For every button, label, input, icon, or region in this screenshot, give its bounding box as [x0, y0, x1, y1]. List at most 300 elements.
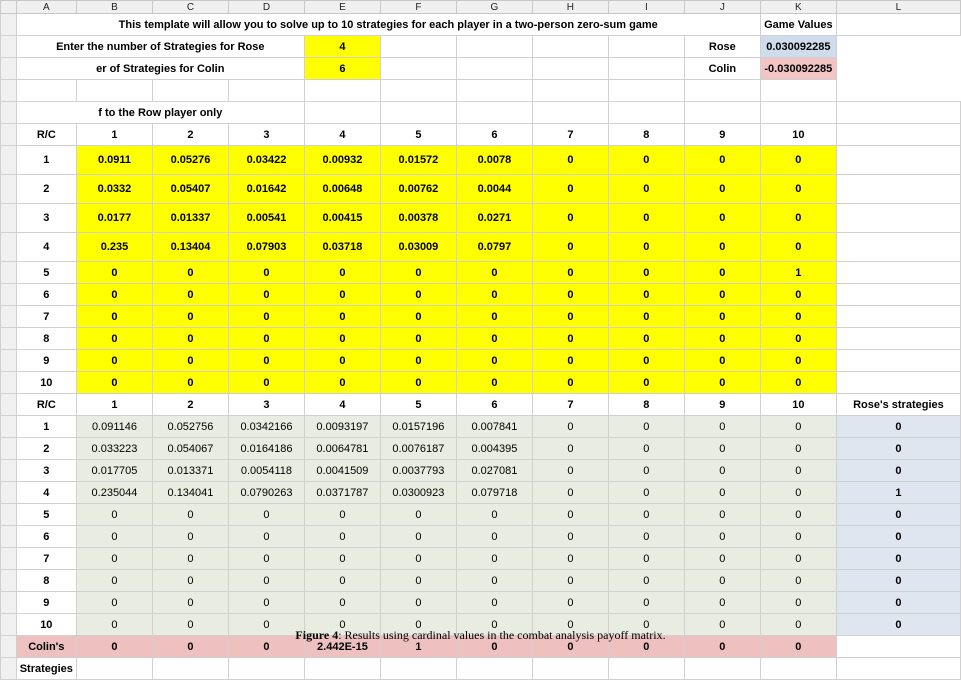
- top-matrix-cell[interactable]: 0: [532, 284, 608, 306]
- empty-cell[interactable]: [380, 36, 456, 58]
- row-header[interactable]: [1, 175, 17, 204]
- empty-cell[interactable]: [456, 102, 532, 124]
- bottom-matrix-cell[interactable]: 0: [760, 526, 836, 548]
- bottom-matrix-cell[interactable]: 0.013371: [152, 460, 228, 482]
- top-matrix-cell[interactable]: 0: [152, 262, 228, 284]
- bottom-matrix-cell[interactable]: 0.033223: [76, 438, 152, 460]
- bottom-matrix-cell[interactable]: 0: [228, 570, 304, 592]
- top-matrix-cell[interactable]: 0: [76, 306, 152, 328]
- top-matrix-cell[interactable]: 0.0044: [456, 175, 532, 204]
- top-matrix-cell[interactable]: 0: [684, 372, 760, 394]
- empty-cell[interactable]: [456, 80, 532, 102]
- top-matrix-cell[interactable]: 0: [760, 146, 836, 175]
- top-matrix-cell[interactable]: 0: [532, 146, 608, 175]
- bottom-matrix-cell[interactable]: 0: [608, 460, 684, 482]
- empty-cell[interactable]: [608, 58, 684, 80]
- bottom-matrix-cell[interactable]: 0: [228, 504, 304, 526]
- empty-cell[interactable]: [380, 80, 456, 102]
- row-header[interactable]: [1, 592, 17, 614]
- bottom-matrix-cell[interactable]: 0.091146: [76, 416, 152, 438]
- bottom-matrix-cell[interactable]: 0: [304, 592, 380, 614]
- bottom-matrix-cell[interactable]: 0: [456, 570, 532, 592]
- top-matrix-cell[interactable]: 0: [152, 306, 228, 328]
- bottom-matrix-cell[interactable]: 0.017705: [76, 460, 152, 482]
- top-matrix-cell[interactable]: 0: [608, 204, 684, 233]
- bottom-matrix-cell[interactable]: 0: [76, 614, 152, 636]
- bottom-matrix-cell[interactable]: 0: [532, 482, 608, 504]
- row-header[interactable]: [1, 14, 17, 36]
- top-matrix-cell[interactable]: 0.0911: [76, 146, 152, 175]
- empty-cell[interactable]: [684, 80, 760, 102]
- top-matrix-cell[interactable]: 0: [76, 328, 152, 350]
- empty-cell[interactable]: [456, 58, 532, 80]
- empty-cell[interactable]: [836, 175, 960, 204]
- top-matrix-cell[interactable]: 0.0797: [456, 233, 532, 262]
- empty-cell[interactable]: [608, 80, 684, 102]
- empty-cell[interactable]: [152, 658, 228, 680]
- row-header[interactable]: [1, 526, 17, 548]
- top-matrix-cell[interactable]: 0.03422: [228, 146, 304, 175]
- top-matrix-cell[interactable]: 0: [608, 372, 684, 394]
- bottom-matrix-cell[interactable]: 0: [684, 548, 760, 570]
- empty-cell[interactable]: [836, 146, 960, 175]
- top-matrix-cell[interactable]: 0: [152, 372, 228, 394]
- row-header[interactable]: [1, 328, 17, 350]
- bottom-matrix-cell[interactable]: 0.0157196: [380, 416, 456, 438]
- top-matrix-cell[interactable]: 0: [228, 328, 304, 350]
- bottom-matrix-cell[interactable]: 0: [532, 416, 608, 438]
- bottom-matrix-cell[interactable]: 0.0342166: [228, 416, 304, 438]
- bottom-matrix-cell[interactable]: 0.052756: [152, 416, 228, 438]
- empty-cell[interactable]: [16, 80, 76, 102]
- empty-cell[interactable]: [532, 36, 608, 58]
- top-matrix-cell[interactable]: 0.00648: [304, 175, 380, 204]
- column-header-D[interactable]: D: [228, 1, 304, 14]
- top-matrix-cell[interactable]: 0: [760, 204, 836, 233]
- bottom-matrix-cell[interactable]: 0: [380, 592, 456, 614]
- empty-cell[interactable]: [380, 58, 456, 80]
- row-header[interactable]: [1, 284, 17, 306]
- bottom-matrix-cell[interactable]: 0: [532, 592, 608, 614]
- empty-cell[interactable]: [684, 102, 760, 124]
- top-matrix-cell[interactable]: 1: [760, 262, 836, 284]
- row-header[interactable]: [1, 372, 17, 394]
- bottom-matrix-cell[interactable]: 0.079718: [456, 482, 532, 504]
- bottom-matrix-cell[interactable]: 0: [304, 570, 380, 592]
- bottom-matrix-cell[interactable]: 0: [608, 570, 684, 592]
- bottom-matrix-cell[interactable]: 0: [152, 526, 228, 548]
- column-header-G[interactable]: G: [456, 1, 532, 14]
- top-matrix-cell[interactable]: 0: [456, 284, 532, 306]
- bottom-matrix-cell[interactable]: 0.0300923: [380, 482, 456, 504]
- top-matrix-cell[interactable]: 0: [532, 175, 608, 204]
- top-matrix-cell[interactable]: 0: [532, 372, 608, 394]
- top-matrix-cell[interactable]: 0: [684, 284, 760, 306]
- top-matrix-cell[interactable]: 0: [456, 328, 532, 350]
- bottom-matrix-cell[interactable]: 0.134041: [152, 482, 228, 504]
- top-matrix-cell[interactable]: 0: [608, 284, 684, 306]
- empty-cell[interactable]: [304, 102, 380, 124]
- top-matrix-cell[interactable]: 0: [304, 350, 380, 372]
- empty-cell[interactable]: [608, 658, 684, 680]
- bottom-matrix-cell[interactable]: 0: [76, 592, 152, 614]
- top-matrix-cell[interactable]: 0: [76, 262, 152, 284]
- top-matrix-cell[interactable]: 0: [304, 284, 380, 306]
- top-matrix-cell[interactable]: 0: [456, 372, 532, 394]
- top-matrix-cell[interactable]: 0: [152, 328, 228, 350]
- bottom-matrix-cell[interactable]: 0: [684, 526, 760, 548]
- top-matrix-cell[interactable]: 0: [760, 233, 836, 262]
- empty-cell[interactable]: [836, 124, 960, 146]
- bottom-matrix-cell[interactable]: 0: [684, 416, 760, 438]
- bottom-matrix-cell[interactable]: 0: [608, 614, 684, 636]
- bottom-matrix-cell[interactable]: 0.054067: [152, 438, 228, 460]
- column-header-F[interactable]: F: [380, 1, 456, 14]
- top-matrix-cell[interactable]: 0: [760, 372, 836, 394]
- bottom-matrix-cell[interactable]: 0.027081: [456, 460, 532, 482]
- top-matrix-cell[interactable]: 0.07903: [228, 233, 304, 262]
- top-matrix-cell[interactable]: 0: [304, 328, 380, 350]
- empty-cell[interactable]: [836, 306, 960, 328]
- column-header-C[interactable]: C: [152, 1, 228, 14]
- row-header[interactable]: [1, 548, 17, 570]
- bottom-matrix-cell[interactable]: 0: [304, 614, 380, 636]
- bottom-matrix-cell[interactable]: 0: [532, 504, 608, 526]
- bottom-matrix-cell[interactable]: 0: [532, 526, 608, 548]
- bottom-matrix-cell[interactable]: 0: [456, 592, 532, 614]
- top-matrix-cell[interactable]: 0.00541: [228, 204, 304, 233]
- bottom-matrix-cell[interactable]: 0: [760, 482, 836, 504]
- row-header[interactable]: [1, 233, 17, 262]
- bottom-matrix-cell[interactable]: 0: [760, 548, 836, 570]
- top-matrix-cell[interactable]: 0: [760, 350, 836, 372]
- top-matrix-cell[interactable]: 0: [456, 306, 532, 328]
- bottom-matrix-cell[interactable]: 0: [228, 526, 304, 548]
- top-matrix-cell[interactable]: 0: [380, 262, 456, 284]
- bottom-matrix-cell[interactable]: 0: [152, 614, 228, 636]
- top-matrix-cell[interactable]: 0.01337: [152, 204, 228, 233]
- top-matrix-cell[interactable]: 0: [532, 306, 608, 328]
- bottom-matrix-cell[interactable]: 0: [608, 482, 684, 504]
- top-matrix-cell[interactable]: 0.01572: [380, 146, 456, 175]
- bottom-matrix-row-header-3: 3: [16, 460, 76, 482]
- bottom-matrix-cell[interactable]: 0: [760, 570, 836, 592]
- bottom-matrix-cell[interactable]: 0: [532, 570, 608, 592]
- top-matrix-cell[interactable]: 0: [456, 350, 532, 372]
- bottom-matrix-cell[interactable]: 0.0054118: [228, 460, 304, 482]
- empty-cell[interactable]: [380, 658, 456, 680]
- bottom-matrix-cell[interactable]: 0.0041509: [304, 460, 380, 482]
- empty-cell[interactable]: [76, 80, 152, 102]
- top-matrix-cell[interactable]: 0: [684, 175, 760, 204]
- top-matrix-cell[interactable]: 0: [760, 306, 836, 328]
- row-header[interactable]: [1, 80, 17, 102]
- bottom-matrix-cell[interactable]: 0: [684, 504, 760, 526]
- top-matrix-cell[interactable]: 0: [532, 262, 608, 284]
- row-header[interactable]: [1, 36, 17, 58]
- top-matrix-cell[interactable]: 0: [532, 328, 608, 350]
- bottom-matrix-cell[interactable]: 0: [304, 548, 380, 570]
- top-matrix-cell[interactable]: 0: [608, 233, 684, 262]
- row-header[interactable]: [1, 460, 17, 482]
- bottom-matrix-cell[interactable]: 0: [760, 416, 836, 438]
- bottom-matrix-cell[interactable]: 0.0093197: [304, 416, 380, 438]
- top-matrix-cell[interactable]: 0: [228, 372, 304, 394]
- top-matrix-cell[interactable]: 0: [684, 233, 760, 262]
- empty-cell[interactable]: [836, 658, 960, 680]
- row-header[interactable]: [1, 262, 17, 284]
- top-matrix-cell[interactable]: 0: [532, 204, 608, 233]
- top-matrix-cell[interactable]: 0.03718: [304, 233, 380, 262]
- empty-cell[interactable]: [608, 102, 684, 124]
- empty-cell[interactable]: [380, 102, 456, 124]
- row-header[interactable]: [1, 124, 17, 146]
- bottom-matrix-cell[interactable]: 0: [152, 548, 228, 570]
- bottom-matrix-row: [1, 548, 961, 570]
- top-matrix-cell[interactable]: 0: [380, 306, 456, 328]
- bottom-matrix-cell[interactable]: 0: [760, 592, 836, 614]
- corner-select-all[interactable]: [1, 1, 17, 14]
- bottom-matrix-cell[interactable]: 0: [532, 438, 608, 460]
- column-header-L[interactable]: L: [836, 1, 960, 14]
- bottom-matrix-cell[interactable]: 0: [152, 504, 228, 526]
- empty-cell[interactable]: [304, 80, 380, 102]
- empty-cell[interactable]: [836, 372, 960, 394]
- top-matrix-cell[interactable]: 0.0332: [76, 175, 152, 204]
- row-header[interactable]: [1, 416, 17, 438]
- bottom-matrix-cell[interactable]: 0: [76, 504, 152, 526]
- empty-cell[interactable]: [836, 328, 960, 350]
- empty-cell[interactable]: [760, 80, 836, 102]
- empty-cell[interactable]: [836, 350, 960, 372]
- top-matrix-col-1: 1: [76, 124, 152, 146]
- empty-cell[interactable]: [228, 658, 304, 680]
- row-header[interactable]: [1, 438, 17, 460]
- column-header-K[interactable]: K: [760, 1, 836, 14]
- bottom-matrix-cell[interactable]: 0.004395: [456, 438, 532, 460]
- top-matrix-cell[interactable]: 0: [304, 262, 380, 284]
- bottom-matrix-cell[interactable]: 0: [608, 504, 684, 526]
- row-header[interactable]: [1, 482, 17, 504]
- bottom-matrix-cell[interactable]: 0.0064781: [304, 438, 380, 460]
- bottom-matrix-cell[interactable]: 0: [152, 592, 228, 614]
- bottom-matrix-cell[interactable]: 0.0790263: [228, 482, 304, 504]
- top-matrix-cell[interactable]: 0: [608, 350, 684, 372]
- bottom-matrix-cell[interactable]: 0: [760, 504, 836, 526]
- empty-cell[interactable]: [304, 658, 380, 680]
- bottom-matrix-cell[interactable]: 0: [76, 570, 152, 592]
- bottom-matrix-cell[interactable]: 0: [684, 460, 760, 482]
- top-matrix-cell[interactable]: 0.0271: [456, 204, 532, 233]
- top-matrix-cell[interactable]: 0: [684, 350, 760, 372]
- empty-cell[interactable]: [152, 80, 228, 102]
- top-matrix-cell[interactable]: 0: [228, 284, 304, 306]
- bottom-matrix-cell[interactable]: 0.0076187: [380, 438, 456, 460]
- top-matrix-cell[interactable]: 0: [760, 284, 836, 306]
- bottom-matrix-cell[interactable]: 0: [608, 416, 684, 438]
- top-matrix-cell[interactable]: 0.00415: [304, 204, 380, 233]
- top-matrix-cell[interactable]: 0: [608, 146, 684, 175]
- empty-cell[interactable]: [684, 658, 760, 680]
- bottom-matrix-cell[interactable]: 0: [228, 614, 304, 636]
- top-matrix-cell[interactable]: 0.13404: [152, 233, 228, 262]
- empty-cell[interactable]: [532, 102, 608, 124]
- top-matrix-cell[interactable]: 0.00932: [304, 146, 380, 175]
- bottom-matrix-cell[interactable]: 0: [532, 460, 608, 482]
- empty-cell[interactable]: [456, 36, 532, 58]
- empty-cell[interactable]: [836, 233, 960, 262]
- top-matrix-cell[interactable]: 0: [608, 328, 684, 350]
- rose-strategies-input[interactable]: 4: [304, 36, 380, 58]
- top-matrix-cell[interactable]: 0: [380, 350, 456, 372]
- top-matrix-cell[interactable]: 0.00378: [380, 204, 456, 233]
- top-matrix-cell[interactable]: 0: [76, 372, 152, 394]
- bottom-matrix-cell[interactable]: 0: [456, 504, 532, 526]
- top-matrix-cell[interactable]: 0.0177: [76, 204, 152, 233]
- empty-cell[interactable]: [836, 262, 960, 284]
- top-matrix-cell[interactable]: 0: [532, 350, 608, 372]
- empty-cell[interactable]: [760, 102, 836, 124]
- top-matrix-cell[interactable]: 0: [684, 146, 760, 175]
- bottom-matrix-cell[interactable]: 0: [456, 614, 532, 636]
- row-header[interactable]: [1, 350, 17, 372]
- empty-cell[interactable]: [608, 36, 684, 58]
- bottom-matrix-cell[interactable]: 0: [684, 570, 760, 592]
- top-matrix-cell[interactable]: 0: [152, 350, 228, 372]
- top-matrix-cell[interactable]: 0.0078: [456, 146, 532, 175]
- bottom-matrix-cell[interactable]: 0.0164186: [228, 438, 304, 460]
- bottom-matrix-cell[interactable]: 0.007841: [456, 416, 532, 438]
- bottom-matrix-cell[interactable]: 0: [684, 614, 760, 636]
- bottom-matrix-cell[interactable]: 0: [304, 526, 380, 548]
- bottom-matrix-cell[interactable]: 0: [760, 460, 836, 482]
- row-header[interactable]: [1, 146, 17, 175]
- bottom-matrix-row: [1, 482, 961, 504]
- column-header-J[interactable]: J: [684, 1, 760, 14]
- top-matrix-cell[interactable]: 0: [608, 175, 684, 204]
- bottom-matrix-cell[interactable]: 0: [304, 504, 380, 526]
- bottom-matrix-cell[interactable]: 0: [608, 548, 684, 570]
- top-matrix-cell[interactable]: 0.05407: [152, 175, 228, 204]
- top-matrix-cell[interactable]: 0: [760, 175, 836, 204]
- top-matrix-cell[interactable]: 0: [608, 306, 684, 328]
- top-matrix-cell[interactable]: 0.235: [76, 233, 152, 262]
- colin-strategy-value: 0: [532, 636, 608, 658]
- top-matrix-cell[interactable]: 0: [380, 372, 456, 394]
- top-matrix-cell[interactable]: 0: [228, 306, 304, 328]
- colin-strategies-input[interactable]: 6: [304, 58, 380, 80]
- column-header-B[interactable]: B: [76, 1, 152, 14]
- top-matrix-cell[interactable]: 0: [684, 306, 760, 328]
- row-header[interactable]: [1, 658, 17, 680]
- top-matrix-cell[interactable]: 0: [684, 204, 760, 233]
- bottom-matrix-cell[interactable]: 0: [684, 438, 760, 460]
- row-header[interactable]: [1, 102, 17, 124]
- top-matrix-cell[interactable]: 0: [760, 328, 836, 350]
- top-matrix-cell[interactable]: 0.01642: [228, 175, 304, 204]
- top-matrix-cell[interactable]: 0: [228, 262, 304, 284]
- bottom-matrix-cell[interactable]: 0: [76, 526, 152, 548]
- bottom-matrix-cell[interactable]: 0: [684, 482, 760, 504]
- empty-cell[interactable]: [836, 102, 960, 124]
- top-matrix-cell[interactable]: 0: [304, 372, 380, 394]
- bottom-matrix-cell[interactable]: 0.0037793: [380, 460, 456, 482]
- bottom-matrix-cell[interactable]: 0: [76, 548, 152, 570]
- empty-cell[interactable]: [836, 284, 960, 306]
- bottom-matrix-cell[interactable]: 0: [608, 592, 684, 614]
- bottom-matrix-cell[interactable]: 0: [228, 592, 304, 614]
- top-matrix-cell[interactable]: 0: [304, 306, 380, 328]
- row-header[interactable]: [1, 306, 17, 328]
- column-header-A[interactable]: A: [16, 1, 76, 14]
- rose-strategy-value: 1: [836, 482, 960, 504]
- top-matrix-cell[interactable]: 0.03009: [380, 233, 456, 262]
- top-matrix-cell[interactable]: 0: [380, 284, 456, 306]
- top-matrix-cell[interactable]: 0: [76, 350, 152, 372]
- top-matrix-cell[interactable]: 0.05276: [152, 146, 228, 175]
- bottom-matrix-cell[interactable]: 0.0371787: [304, 482, 380, 504]
- top-matrix-cell[interactable]: 0: [684, 262, 760, 284]
- bottom-matrix-col-5: 5: [380, 394, 456, 416]
- bottom-matrix-cell[interactable]: 0: [760, 438, 836, 460]
- bottom-matrix-cell[interactable]: 0: [380, 504, 456, 526]
- column-header-I[interactable]: I: [608, 1, 684, 14]
- empty-cell[interactable]: [456, 658, 532, 680]
- row-header[interactable]: [1, 204, 17, 233]
- bottom-matrix-col-4: 4: [304, 394, 380, 416]
- bottom-matrix-cell[interactable]: 0: [608, 526, 684, 548]
- top-matrix-cell[interactable]: 0: [684, 328, 760, 350]
- bottom-matrix-cell[interactable]: 0: [456, 548, 532, 570]
- empty-cell[interactable]: [836, 204, 960, 233]
- top-matrix-cell[interactable]: 0: [380, 328, 456, 350]
- bottom-matrix-cell[interactable]: 0.235044: [76, 482, 152, 504]
- empty-cell[interactable]: [532, 80, 608, 102]
- bottom-matrix-cell[interactable]: 0: [380, 548, 456, 570]
- bottom-matrix-cell[interactable]: 0: [380, 570, 456, 592]
- bottom-matrix-cell[interactable]: 0: [760, 614, 836, 636]
- row-header[interactable]: [1, 58, 17, 80]
- bottom-matrix-cell[interactable]: 0: [684, 592, 760, 614]
- column-header-E[interactable]: E: [304, 1, 380, 14]
- top-matrix-cell[interactable]: 0: [228, 350, 304, 372]
- top-matrix-cell[interactable]: 0: [608, 262, 684, 284]
- bottom-matrix-cell[interactable]: 0: [228, 548, 304, 570]
- row-header[interactable]: [1, 504, 17, 526]
- empty-cell[interactable]: [228, 80, 304, 102]
- top-matrix-cell[interactable]: 0.00762: [380, 175, 456, 204]
- column-header-H[interactable]: H: [532, 1, 608, 14]
- empty-cell[interactable]: [760, 658, 836, 680]
- empty-cell[interactable]: [76, 658, 152, 680]
- bottom-matrix-cell[interactable]: 0: [532, 614, 608, 636]
- empty-cell[interactable]: [532, 58, 608, 80]
- bottom-matrix-cell[interactable]: 0: [608, 438, 684, 460]
- bottom-matrix-cell[interactable]: 0: [532, 548, 608, 570]
- top-matrix-cell[interactable]: 0: [76, 284, 152, 306]
- top-matrix-cell[interactable]: 0: [456, 262, 532, 284]
- row-header[interactable]: [1, 394, 17, 416]
- colin-strategy-value: 2.442E-15: [304, 636, 380, 658]
- top-matrix-cell[interactable]: 0: [532, 233, 608, 262]
- bottom-matrix-cell[interactable]: 0: [456, 526, 532, 548]
- row-header[interactable]: [1, 570, 17, 592]
- bottom-matrix-cell[interactable]: 0: [380, 614, 456, 636]
- bottom-matrix-cell[interactable]: 0: [380, 526, 456, 548]
- bottom-matrix-cell[interactable]: 0: [152, 570, 228, 592]
- top-matrix-cell[interactable]: 0: [152, 284, 228, 306]
- empty-cell[interactable]: [532, 658, 608, 680]
